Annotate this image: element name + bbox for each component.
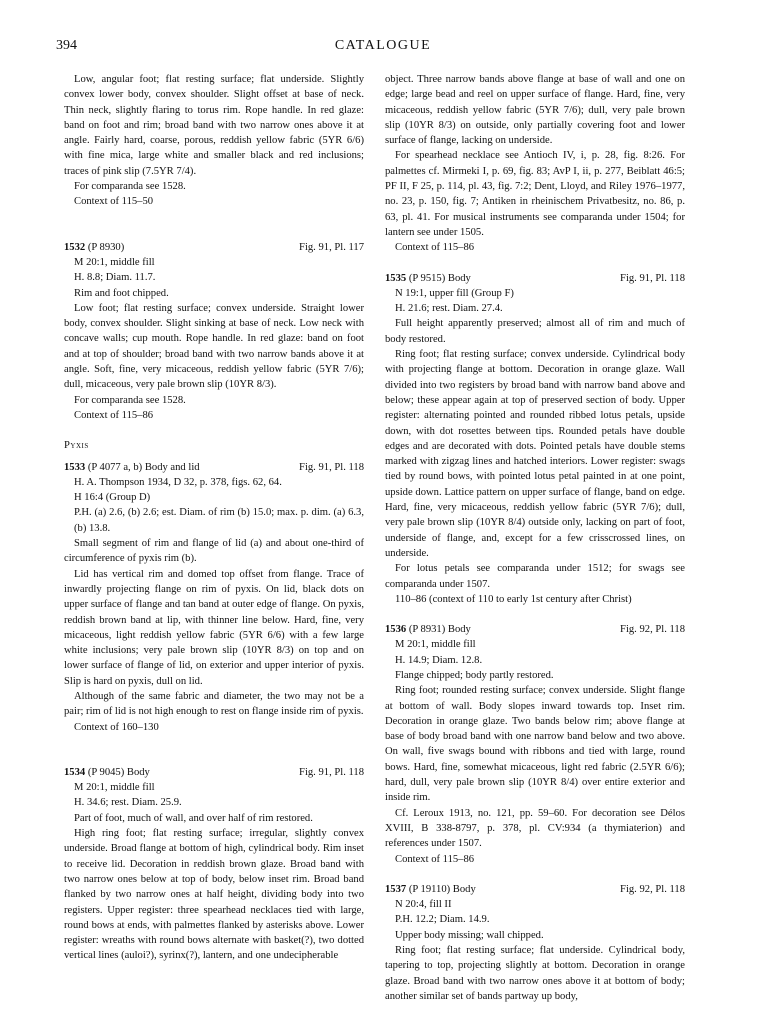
context: Context of 160–130: [74, 721, 159, 733]
entry-1535-heading: [385, 271, 685, 286]
entry-1536-heading: [385, 622, 685, 637]
description: Lid has vertical rim and domed top offset from flange. Trace of inwardly projecting flange on rim of pyxis. On lid, black dots on upper surface of flange and tan band at outer edge of flange. On pyxis, reddish brown band at lip, with thinner line below. Hard, fine, very micaceous, light reddish yellow fabric (5YR 6/6) with a few large white inclusions; very pale brown slip (10YR 8/3) on top and on lower surface of flange of lid, on exterior and upper interior of pyxis. Slip is hard on pyxis, dull on lid.: [64, 568, 364, 687]
figure-reference: Fig. 92, Pl. 118: [620, 883, 685, 895]
deposit: H 16:4 (Group D): [74, 492, 151, 504]
figure-reference: Fig. 91, Pl. 117: [299, 241, 364, 253]
context: Context of 115–86: [74, 409, 154, 421]
condition: Part of foot, much of wall, and over half of rim restored.: [74, 812, 313, 824]
right-column: [385, 72, 685, 1004]
figure-reference: Fig. 91, Pl. 118: [299, 461, 364, 473]
description: Ring foot; rounded resting surface; convex underside. Slight flange at bottom of wall. Body slopes inward towards top. Inset rim. Decoration in orange glaze. Two bands below rim; above flange at base of body broad band with one narrow band below and two above. On wall, five swags bound with ribbons and tied with large, round bows. Hard, fine, somewhat micaceous, light red fabric (2.5YR 6/6); hard, dull, very pale brown slip (10YR 8/4) over entire exterior and inside rim.: [385, 685, 685, 804]
page-number: 394: [56, 38, 77, 53]
description: Low foot; flat resting surface; convex underside. Straight lower body, convex shoulder. Slight sinking at base of neck. Low neck with concave walls; cup mouth. Rope handle. In red glaze: band on foot and at top of shoulder; broad band with two narrow bands above it at angle. Soft, fine, very micaceous, reddish yellow fabric (5YR 7/6); dull, micaceous, very pale brown slip (10YR 8/3).: [64, 302, 364, 391]
entry-1534-context: Context of 115–86: [395, 242, 475, 254]
page-header: [56, 38, 710, 58]
deposit: M 20:1, middle fill: [74, 256, 155, 268]
entry-1532-heading: [64, 240, 364, 255]
comparanda: For comparanda see 1528.: [74, 394, 186, 406]
entry-1534-description-continued: object. Three narrow bands above flange at base of wall and one on edge; large bead and reel on upper surface of flange. Hard, fine, very micaceous, reddish yellow fabric (5YR 7/6); dull, very pale brown slip (10YR 8/3) on outside, only partially covering foot and lower surface of flange, lacking on underside.: [385, 74, 685, 147]
entry-number: 1534: [64, 766, 86, 778]
deposit: M 20:1, middle fill: [395, 639, 476, 651]
deposit: M 20:1, middle fill: [74, 782, 155, 794]
section-heading-pyxis: Pyxis: [64, 440, 89, 452]
figure-reference: Fig. 91, Pl. 118: [620, 272, 685, 284]
condition: Full height apparently preserved; almost all of rim and much of body restored.: [385, 318, 685, 345]
comparanda: Cf. Leroux 1913, no. 121, pp. 59–60. For decoration see Délos XVIII, B 338-8797, p. 378, pl. CV:934 (a thymiaterion) and references under 1507.: [385, 807, 685, 850]
inventory-number: (P 8930): [87, 241, 125, 253]
deposit: N 19:1, upper fill (Group F): [395, 287, 514, 299]
description: High ring foot; flat resting surface; irregular, slightly convex underside. Broad flange at bottom of high, cylindrical body. Rim inset to receive lid. Decoration in reddish brown glaze. Broad band with two narrow ones below at top of body, below inset rim. Broad band flanked by two narrow ones at half height, dividing body into two registers. Upper register: three spearhead necklaces tied with large, round bows at ends, with palmettes flanked by asterisks above. Lower register: wreaths with round bows alternate with basket(?), two dotted vertical lines (auloi?), syrinx(?), lantern, and one undecipherable: [64, 828, 364, 962]
running-title: CATALOGUE: [334, 38, 432, 53]
entry-number: 1537: [385, 883, 407, 895]
entry-1534-heading: [64, 765, 364, 780]
deposit: N 20:4, fill II: [395, 899, 452, 911]
entry-1537-heading: [385, 882, 685, 897]
condition: Upper body missing; wall chipped.: [395, 929, 544, 941]
inventory-number: (P 9515) Body: [408, 272, 471, 284]
inventory-number: (P 19110) Body: [408, 883, 476, 895]
context: 110–86 (context of 110 to early 1st century after Christ): [395, 593, 632, 605]
note: Although of the same fabric and diameter, the two may not be a pair; rim of lid is not high enough to rest on flange inside rim of pyxis.: [64, 690, 364, 718]
condition: Small segment of rim and flange of lid (a) and about one-third of circumference of pyxis rim (b).: [64, 538, 364, 565]
dimensions: P.H. (a) 2.6, (b) 2.6; est. Diam. of rim (b) 15.0; max. p. dim. (a) 6.3, (b) 13.8.: [74, 507, 364, 534]
entry-1531-description: Low, angular foot; flat resting surface; flat underside. Slightly convex lower body, convex shoulder. Slight offset at base of neck. Thin neck, slightly flaring to torus rim. Rope handle. In red glaze: band on foot and rim; broad band with two narrow ones above it at angle. Fairly hard, coarse, porous, reddish yellow fabric (5YR 6/6) with fine mica, large white and smaller black and red inclusions; traces of pink slip (7.5YR 7/4).: [64, 74, 364, 177]
inventory-number: (P 9045) Body: [87, 766, 150, 778]
entry-1534-comparanda: For spearhead necklace see Antioch IV, i, p. 28, fig. 8:26. For palmettes cf. Mirmeki I, p. 69, fig. 83; AvP I, ii, p. 277, Beiblatt 46:5; PF II, F 25, p. 114, pl. 43, fig. 7:2; Dent, Lloyd, and Riley 1976–1977, no. 23, p. 150, fig. 7; Antiken in rheinischem Privatbesitz, no. 86, p. 63, pl. 41. For musical instruments see comparanda under 1504; for lantern see under 1505.: [385, 150, 685, 238]
inventory-number: (P 8931) Body: [408, 624, 471, 636]
dimensions: H. 14.9; Diam. 12.8.: [395, 654, 483, 666]
entry-number: 1532: [64, 241, 86, 253]
condition: Flange chipped; body partly restored.: [395, 669, 554, 681]
context: Context of 115–86: [395, 853, 475, 865]
dimensions: H. 8.8; Diam. 11.7.: [74, 272, 156, 284]
dimensions: P.H. 12.2; Diam. 14.9.: [395, 914, 490, 926]
figure-reference: Fig. 91, Pl. 118: [299, 766, 364, 778]
entry-1531-context: Context of 115–50: [74, 196, 154, 208]
left-column: [64, 72, 364, 964]
description: Ring foot; flat resting surface; convex underside. Cylindrical body with projecting flange at bottom. Decoration in orange glaze. Wall divided into two registers by broad band with narrow band above and below; these appear again at top of preserved section of body. Upper register: alternating pointed and rounded ribbed lotus petals, upside down, with dot rosettes between tips. Rounded petals have double edges and are decorated with dots. Pointed petals have double stems marked with zigzag lines and hatched interiors. Lower register: swags tied by round bows, with pointed lotus petal painted in at one point, upside down. Lattice pattern on upper surface of flange, band on edge. Hard, fine, very micaceous, reddish yellow fabric (5YR 7/6); dull, very pale brown slip (10YR 8/4) outside only, lacking on part of foot, underside of flange, and, except for a few crisscrossed lines, on underside.: [385, 349, 685, 559]
condition: Rim and foot chipped.: [74, 287, 169, 299]
entry-number: 1535: [385, 272, 407, 284]
entry-1531-comparanda: For comparanda see 1528.: [74, 181, 186, 193]
dimensions: H. 21.6; rest. Diam. 27.4.: [395, 303, 503, 315]
dimensions: H. 34.6; rest. Diam. 25.9.: [74, 797, 182, 809]
figure-reference: Fig. 92, Pl. 118: [620, 624, 685, 636]
description: Ring foot; flat resting surface; flat underside. Cylindrical body, tapering to top, projecting slightly at bottom. Decoration in orange glaze. Broad band with two narrow ones above it at bottom of body; another similar set of bands partway up body,: [385, 945, 685, 1002]
inventory-number: (P 4077 a, b) Body and lid: [87, 461, 200, 473]
entry-number: 1536: [385, 624, 407, 636]
entry-1533-heading: [64, 460, 364, 475]
bibliography: H. A. Thompson 1934, D 32, p. 378, figs. 62, 64.: [74, 476, 282, 488]
comparanda: For lotus petals see comparanda under 1512; for swags see comparanda under 1507.: [385, 563, 685, 590]
entry-number: 1533: [64, 461, 86, 473]
